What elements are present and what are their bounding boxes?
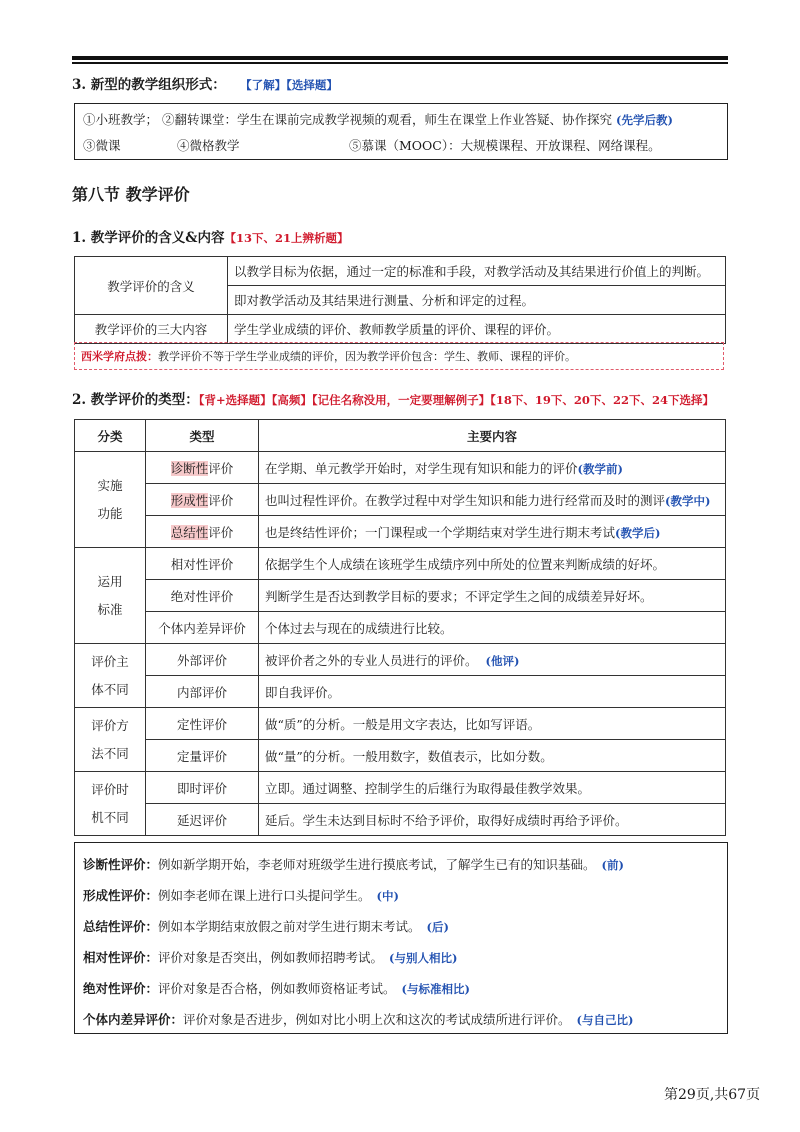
group-method: 评价方 法不同 — [75, 708, 146, 772]
table-row — [75, 804, 726, 836]
table-row — [75, 676, 726, 708]
org-form-flipped-tag: (先学后教) — [616, 113, 673, 127]
org-forms-box — [74, 103, 728, 160]
meaning-text-1: 以教学目标为依据，通过一定的标准和手段，对教学活动及其结果进行价值上的判断。 — [228, 257, 726, 286]
header-category: 分类 — [75, 420, 146, 452]
table-row — [75, 740, 726, 772]
example-row: 形成性评价：例如李老师在课上进行口头提问学生。 (中) — [83, 888, 399, 903]
group-standard: 运用 标准 — [75, 548, 146, 644]
type-name: 延迟评价 — [146, 804, 259, 836]
item-1-title — [72, 226, 349, 246]
group-timing: 评价时 机不同 — [75, 772, 146, 836]
subsection-3-heading: 3. 新型的教学组织形式： — [72, 77, 226, 93]
org-form-micro-course: ③微课 — [83, 138, 121, 153]
type-content: 做“量”的分析。一般用数字，数值表示，比如分数。 — [259, 740, 726, 772]
types-table — [74, 419, 726, 836]
meaning-text-2: 即对教学活动及其结果进行测量、分析和评定的过程。 — [228, 286, 726, 315]
tip-box — [74, 342, 724, 370]
subsection-3-title — [72, 73, 338, 93]
table-row — [75, 580, 726, 612]
type-content: 在学期、单元教学开始时，对学生现有知识和能力的评价(教学前) — [259, 452, 726, 484]
type-content: 判断学生是否达到教学目标的要求；不评定学生之间的成绩差异好坏。 — [259, 580, 726, 612]
type-content: 也叫过程性评价。在教学过程中对学生知识和能力进行经常而及时的测评(教学中) — [259, 484, 726, 516]
table-row — [75, 644, 726, 676]
meaning-label: 教学评价的含义 — [75, 257, 228, 315]
table-row — [75, 612, 726, 644]
type-name: 即时评价 — [146, 772, 259, 804]
item-2-heading: 2. 教学评价的类型： — [72, 392, 199, 408]
type-content: 被评价者之外的专业人员进行的评价。 (他评) — [259, 644, 726, 676]
org-form-flipped: ②翻转课堂：学生在课前完成教学视频的观看，师生在课堂上作业答疑、协作探究 — [162, 112, 613, 127]
item-1-heading: 1. 教学评价的含义&内容 — [72, 230, 225, 246]
type-content: 也是终结性评价；一门课程或一个学期结束对学生进行期末考试(教学后) — [259, 516, 726, 548]
org-form-mooc: ⑤慕课（MOOC）：大规模课程、开放课程、网络课程。 — [349, 138, 661, 153]
header-type: 类型 — [146, 420, 259, 452]
tip-label: 西米学府点拨： — [81, 350, 158, 363]
type-content: 立即。通过调整、控制学生的后继行为取得最佳教学效果。 — [259, 772, 726, 804]
examples-box — [74, 842, 728, 1034]
org-forms-row-2 — [83, 136, 661, 154]
page-number: 第29页,共67页 — [664, 1087, 761, 1103]
type-name: 相对性评价 — [146, 548, 259, 580]
table-row — [75, 315, 726, 344]
section-heading: 第八节 教学评价 — [72, 185, 190, 204]
tip-text: 教学评价不等于学生学业成绩的评价，因为教学评价包含：学生、教师、课程的评价。 — [158, 350, 576, 363]
group-implementation: 实施 功能 — [75, 452, 146, 548]
type-name: 形成性评价 — [146, 484, 259, 516]
type-name: 定性评价 — [146, 708, 259, 740]
table-row — [75, 772, 726, 804]
content-label: 教学评价的三大内容 — [75, 315, 228, 344]
type-name: 个体内差异评价 — [146, 612, 259, 644]
group-subject: 评价主 体不同 — [75, 644, 146, 708]
type-content: 延后。学生未达到目标时不给予评价，取得好成绩时再给予评价。 — [259, 804, 726, 836]
item-1-tag: 【13下、21上辨析题】 — [224, 231, 349, 245]
header-rule-thin — [72, 62, 728, 64]
type-name: 外部评价 — [146, 644, 259, 676]
table-row — [75, 257, 726, 286]
type-content: 即自我评价。 — [259, 676, 726, 708]
table-row — [75, 516, 726, 548]
header-content: 主要内容 — [259, 420, 726, 452]
table-row — [75, 548, 726, 580]
meaning-table — [74, 256, 726, 344]
type-content: 做“质”的分析。一般是用文字表达，比如写评语。 — [259, 708, 726, 740]
type-name: 定量评价 — [146, 740, 259, 772]
org-forms-row-1 — [83, 110, 673, 128]
type-name: 总结性评价 — [146, 516, 259, 548]
item-2-title — [72, 388, 714, 408]
table-row — [75, 708, 726, 740]
type-name: 诊断性评价 — [146, 452, 259, 484]
subsection-3-tags: 【了解】【选择题】 — [240, 78, 338, 92]
example-row: 总结性评价：例如本学期结束放假之前对学生进行期末考试。 (后) — [83, 919, 449, 934]
table-row — [75, 484, 726, 516]
type-name: 绝对性评价 — [146, 580, 259, 612]
content-text: 学生学业成绩的评价、教师教学质量的评价、课程的评价。 — [228, 315, 726, 344]
type-name: 内部评价 — [146, 676, 259, 708]
example-row: 绝对性评价：评价对象是否合格，例如教师资格证考试。 (与标准相比) — [83, 981, 470, 996]
table-row — [75, 452, 726, 484]
type-content: 依据学生个人成绩在该班学生成绩序列中所处的位置来判断成绩的好坏。 — [259, 548, 726, 580]
header-rule-thick — [72, 56, 728, 60]
org-form-small-class: ①小班教学； — [83, 112, 159, 127]
type-content: 个体过去与现在的成绩进行比较。 — [259, 612, 726, 644]
item-2-tags: 【背+选择题】【高频】【记住名称没用，一定要理解例子】【18下、19下、20下、22下、24下选择】 — [198, 393, 714, 407]
example-row: 诊断性评价：例如新学期开始，李老师对班级学生进行摸底考试，了解学生已有的知识基础。 (前) — [83, 857, 624, 872]
org-form-microteaching: ④微格教学 — [177, 138, 240, 153]
table-header-row — [75, 420, 726, 452]
example-row: 个体内差异评价：评价对象是否进步，例如对比小明上次和这次的考试成绩所进行评价。 (与自己比) — [83, 1012, 634, 1027]
example-row: 相对性评价：评价对象是否突出，例如教师招聘考试。 (与别人相比) — [83, 950, 458, 965]
